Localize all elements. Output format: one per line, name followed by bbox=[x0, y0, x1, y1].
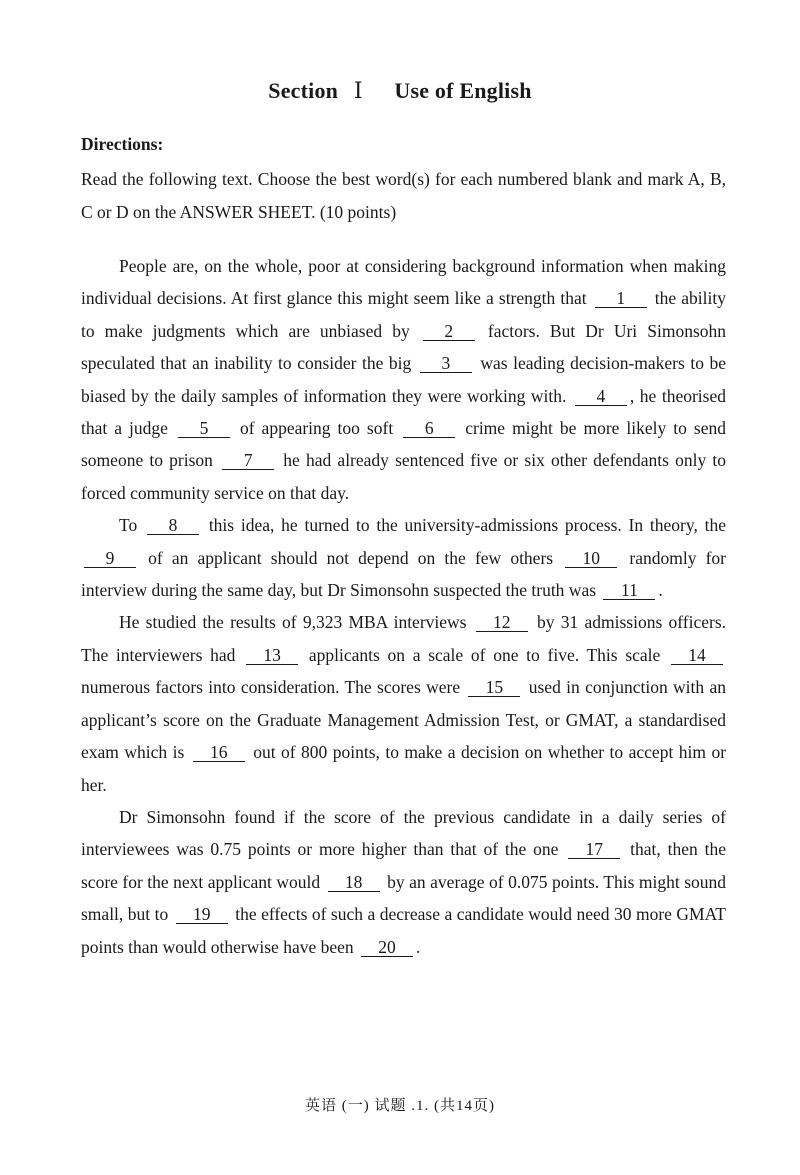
passage-text: factors. But Dr Uri Simonsohn speculated that an inability to consider the big bbox=[81, 320, 727, 374]
passage-text: applicants on a scale of one to five. This scale bbox=[308, 644, 661, 665]
blank-6: 6 bbox=[403, 419, 455, 438]
passage-text: was leading decision-makers to be biased by the daily samples of information they were working with. bbox=[81, 353, 726, 406]
directions-heading: Directions: bbox=[81, 134, 164, 154]
blank-17: 17 bbox=[568, 840, 620, 859]
section-name: Use of English bbox=[394, 78, 532, 103]
blank-19: 19 bbox=[176, 905, 228, 924]
passage-text: . bbox=[416, 936, 421, 957]
passage-text: that, then the score for the next applicant would bbox=[81, 839, 727, 892]
directions-text: Read the following text. Choose the best word(s) for each numbered blank and mark A, B, C or D on the ANSWER SHEET. (10 points) bbox=[81, 169, 726, 222]
blank-7: 7 bbox=[222, 451, 274, 470]
passage-text: crime might be more likely to send someone to prison bbox=[81, 418, 726, 471]
blank-8: 8 bbox=[147, 516, 199, 535]
passage-text: People are, on the whole, poor at considering background information when making individual decisions. At first glance this might seem like a strength that bbox=[81, 256, 726, 309]
blank-15: 15 bbox=[468, 678, 520, 697]
paragraph-3 bbox=[81, 606, 726, 800]
passage-text: this idea, he turned to the university-admissions process. In theory, the bbox=[208, 515, 727, 536]
passage-text: To bbox=[119, 515, 138, 536]
section-label: Section bbox=[268, 78, 339, 103]
paragraph-4 bbox=[81, 801, 726, 963]
blank-20: 20 bbox=[361, 938, 413, 957]
blank-1: 1 bbox=[595, 289, 647, 308]
passage-text: of an applicant should not depend on the few others bbox=[148, 547, 554, 568]
section-numeral: Ⅰ bbox=[353, 78, 363, 103]
blank-5: 5 bbox=[178, 419, 230, 438]
passage-text: . bbox=[658, 580, 663, 601]
blank-3: 3 bbox=[420, 354, 472, 373]
blank-9: 9 bbox=[84, 549, 136, 568]
passage-text: the effects of such a decrease a candidate would need 30 more GMAT points than would otherwise have been bbox=[81, 904, 726, 957]
passage-text: of appearing too soft bbox=[239, 418, 394, 439]
blank-13: 13 bbox=[246, 646, 298, 665]
passage-text: by 31 admissions officers. The interviewers had bbox=[81, 612, 727, 665]
passage-text: Dr Simonsohn found if the score of the previous candidate in a daily series of interviewees was 0.75 points or more higher than that of the one bbox=[81, 806, 726, 860]
blank-10: 10 bbox=[565, 549, 617, 568]
passage-text: the ability to make judgments which are unbiased by bbox=[81, 288, 726, 341]
passage-text: numerous factors into consideration. The scores were bbox=[81, 677, 461, 698]
blank-18: 18 bbox=[328, 873, 380, 892]
paragraph-2 bbox=[81, 509, 726, 606]
passage-text: , he theorised that a judge bbox=[81, 385, 726, 439]
section-title bbox=[0, 78, 800, 104]
passage-text: out of 800 points, to make a decision on whether to accept him or her. bbox=[81, 742, 727, 795]
blank-12: 12 bbox=[476, 613, 528, 632]
passage-text: by an average of 0.075 points. This might sound small, but to bbox=[81, 871, 727, 925]
page-footer: 英语 (一) 试题 .1. (共14页) bbox=[305, 1098, 495, 1114]
passage-text: He studied the results of 9,323 MBA interviews bbox=[119, 612, 467, 633]
passage-text: he had already sentenced five or six other defendants only to forced community service on that day. bbox=[81, 450, 727, 503]
cloze-passage bbox=[81, 250, 726, 963]
blank-11: 11 bbox=[603, 581, 655, 600]
passage-text: used in conjunction with an applicant’s score on the Graduate Management Admission Test, or GMAT, a standardised exam which is bbox=[81, 677, 726, 763]
paragraph-1 bbox=[81, 250, 726, 509]
passage-text: randomly for interview during the same day, but Dr Simonsohn suspected the truth was bbox=[81, 547, 726, 601]
blank-4: 4 bbox=[575, 387, 627, 406]
blank-16: 16 bbox=[193, 743, 245, 762]
blank-14: 14 bbox=[671, 646, 723, 665]
blank-2: 2 bbox=[423, 322, 475, 341]
